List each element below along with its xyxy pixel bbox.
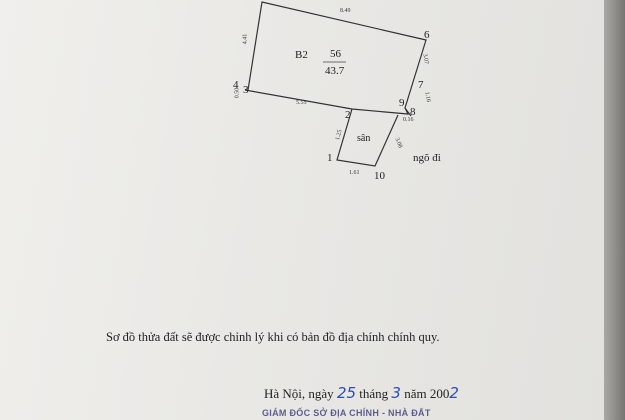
point-label-3: 3: [243, 84, 249, 96]
point-label-7: 7: [418, 79, 424, 91]
date-month-label: tháng: [359, 386, 389, 401]
parcel-code: B2: [295, 49, 308, 61]
road-label: ngõ đi: [413, 152, 441, 164]
date-year-label: năm 200: [404, 386, 450, 401]
official-stamp-text: GIÁM ĐỐC SỞ ĐỊA CHÍNH - NHÀ ĐẤT: [262, 408, 431, 418]
document-note: Sơ đồ thửa đất sẽ được chỉnh lý khi có bản đồ địa chính chính quy.: [106, 330, 440, 344]
dimension-left: 4.41: [242, 33, 249, 45]
point-label-10: 10: [374, 170, 385, 182]
dimension-bottom: 5.55: [296, 100, 307, 106]
dimension-courtyard-left: 1.25: [334, 129, 344, 141]
dimension-right-upper: 3.07: [421, 53, 430, 65]
dimension-top: 8.49: [340, 8, 351, 14]
dimension-notch: 0.16: [403, 117, 414, 123]
point-label-8: 8: [410, 106, 416, 118]
date-line: [264, 384, 459, 402]
date-prefix: Hà Nội, ngày: [264, 386, 334, 401]
date-year-digit-handwritten: 2: [449, 384, 459, 402]
point-label-1: 1: [327, 152, 333, 164]
point-label-9: 9: [399, 97, 405, 109]
parcel-area: 43.7: [325, 65, 345, 77]
dimension-courtyard-bottom: 1.61: [349, 170, 360, 176]
dimension-courtyard-right: 3.08: [393, 137, 403, 149]
point-label-4: 4: [233, 79, 239, 91]
dimension-left-small: 0.50: [234, 87, 241, 99]
page-edge-shadow: [604, 0, 625, 420]
dimension-right-lower: 1.16: [423, 91, 432, 103]
parcel-number: 56: [330, 48, 341, 60]
point-label-2: 2: [345, 109, 351, 121]
courtyard-label: sân: [357, 133, 371, 144]
point-label-6: 6: [424, 29, 430, 41]
date-month-handwritten: 3: [391, 384, 401, 402]
date-day-handwritten: 25: [336, 384, 357, 402]
